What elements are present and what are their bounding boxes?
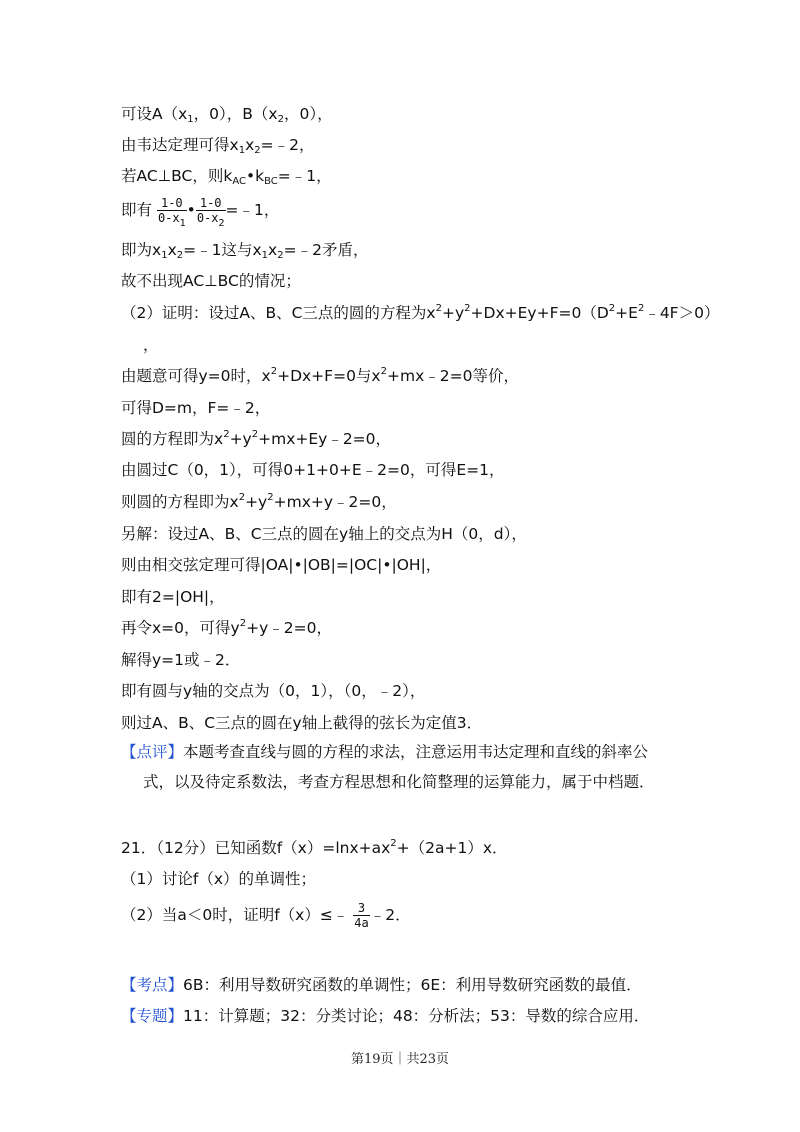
solution-line: ， xyxy=(143,336,159,354)
fraction: $\frac{1-0}{0-x_2}$ xyxy=(196,196,225,229)
problem-question-2: （2）当a＜0时，证明f（x）≤﹣ $\frac{3}{4a}$ ﹣2． xyxy=(121,901,411,930)
solution-line: 圆的方程即为$x^2+y^2+mx+Ey﹣2=0$， xyxy=(121,429,392,448)
review-tag: 【点评】 xyxy=(121,743,184,761)
fraction: $\frac{3}{4a}$ xyxy=(354,901,369,930)
page-footer: 第19页｜共23页 xyxy=(350,1052,450,1067)
solution-line: （2）证明：设过A、B、C三点的圆的方程为$x^2+y^2+Dx+Ey+F=0(D^2+E^2﹣4F>0)$ xyxy=(121,303,720,322)
zhuanti-line: 【专题】11：计算题；32：分类讨论；48：分析法；53：导数的综合应用． xyxy=(121,1007,650,1025)
solution-line: 则圆的方程即为$x^2+y^2+mx+y﹣2=0$， xyxy=(121,492,397,511)
solution-line: 可得D=m，F=﹣2， xyxy=(121,399,271,417)
kaodian-line: 【考点】6B：利用导数研究函数的单调性；6E：利用导数研究函数的最值． xyxy=(121,976,642,994)
review-paragraph: 【点评】本题考查直线与圆的方程的求法，注意运用韦达定理和直线的斜率公 式，以及待定系数法，考查方程思想和化简整理的运算能力，属于中档题． xyxy=(121,743,655,791)
problem-stem: 21．（12分）已知函数$f(x)=\ln x+ax^2+(2a+1)x$． xyxy=(121,838,508,857)
solution-line: 由韦达定理可得$x_1x_2=﹣2$， xyxy=(121,136,315,156)
solution-line: 则由相交弦定理可得|OA|•|OB|=|OC|•|OH|， xyxy=(121,556,442,574)
solution-line: 即有圆与y轴的交点为（0，1），（0，﹣2）， xyxy=(121,682,426,700)
solution-line: 另解：设过A、B、C三点的圆在y轴上的交点为H（0，d）， xyxy=(121,525,527,543)
solution-line: 由题意可得y=0时，$x^2+Dx+F=0$与$x^2+mx﹣2=0$等价， xyxy=(121,366,519,385)
solution-line: 可设$A(x_1$，0），$B(x_2$，0）， xyxy=(121,105,333,125)
problem-question-1: （1）讨论f（x）的单调性； xyxy=(121,870,316,888)
solution-line: 由圆过C（0，1），可得0+1+0+E﹣2=0，可得E=1， xyxy=(121,461,505,479)
solution-line-fraction: 即有 $\frac{1-0}{0-x_1}$ • $\frac{1-0}{0-x_2}$ =﹣1， xyxy=(121,196,280,229)
solution-line: 故不出现AC⊥BC的情况； xyxy=(121,272,301,290)
solution-line: 即为$x_1x_2=﹣1$这与$x_1x_2=﹣2$矛盾， xyxy=(121,241,369,261)
solution-line: 则过A、B、C三点的圆在y轴上截得的弦长为定值3． xyxy=(121,714,483,732)
solution-line: 即有2=|OH|， xyxy=(121,588,225,606)
fraction: $\frac{1-0}{0-x_1}$ xyxy=(157,196,186,229)
solution-line: 解得y=1或﹣2． xyxy=(121,651,241,669)
kaodian-tag: 【考点】 xyxy=(121,976,184,994)
solution-line: 再令x=0，可得$y^2+y﹣2=0$， xyxy=(121,618,332,637)
solution-line: 若AC⊥BC，则$k_{AC}•k_{BC}=﹣1$， xyxy=(121,167,332,187)
zhuanti-tag: 【专题】 xyxy=(121,1007,184,1025)
